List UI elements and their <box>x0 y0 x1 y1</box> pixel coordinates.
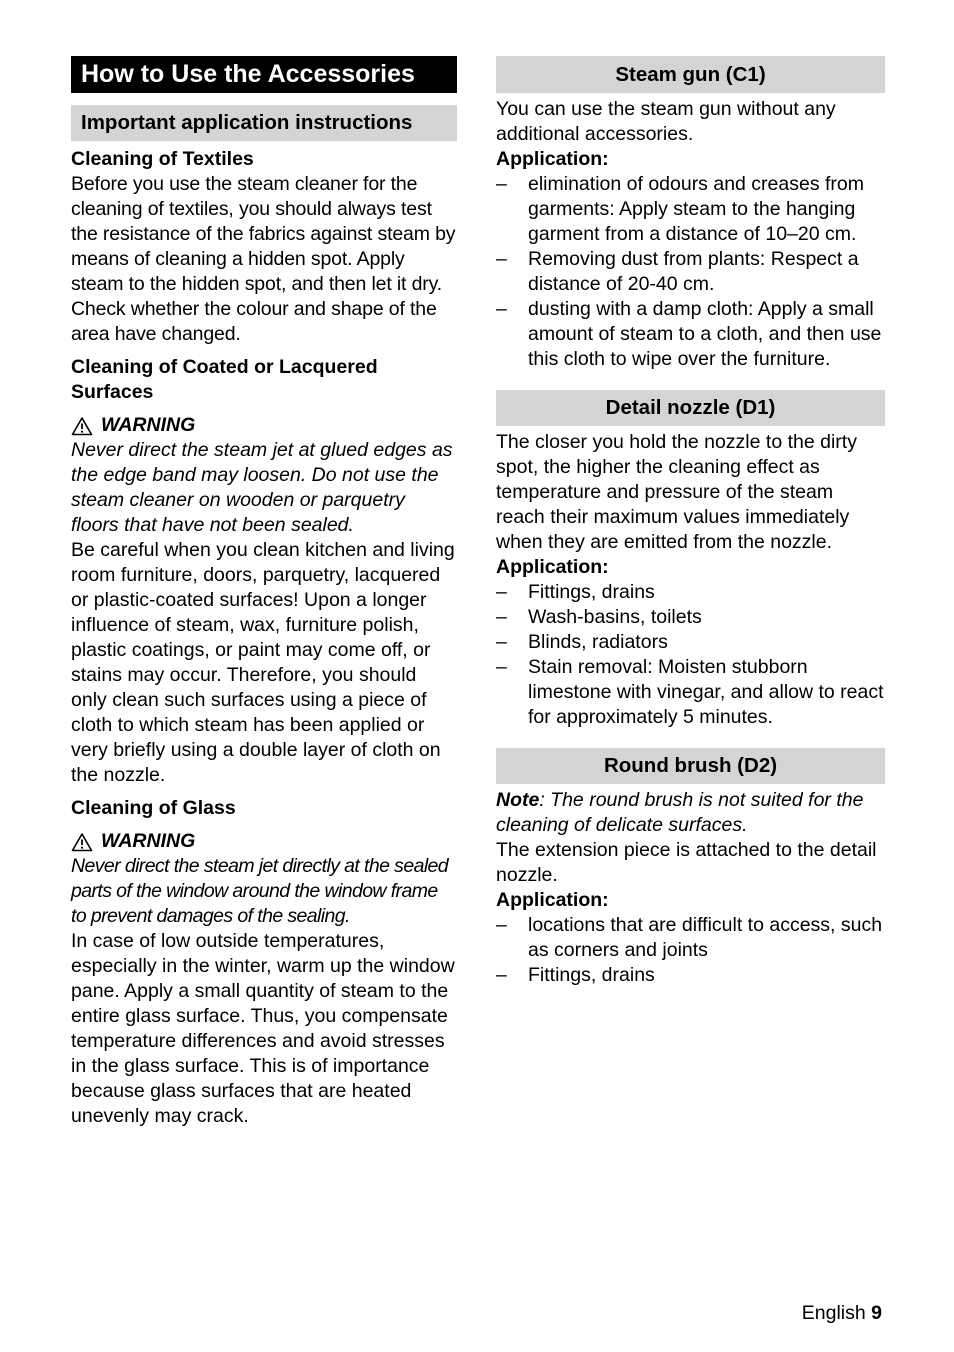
steam-gun-band: Steam gun (C1) <box>496 56 885 93</box>
warning-triangle-icon <box>71 416 93 436</box>
coated-warning-text: Never direct the steam jet at glued edges as the edge band may loosen. Do not use the steam cleaner on wooden or parquetry floors that have not been sealed. <box>71 439 453 536</box>
textiles-heading: Cleaning of Textiles <box>71 148 254 170</box>
right-column <box>496 56 885 988</box>
round-brush-band: Round brush (D2) <box>496 748 885 784</box>
list-item: – Stain removal: Moisten stubborn limestone with vinegar, and allow to react for approximately 5 minutes. <box>496 655 885 730</box>
coated-heading: Cleaning of Coated or Lacquered Surfaces <box>71 356 378 403</box>
glass-warning-text: Never direct the steam jet directly at the sealed parts of the window around the window frame to prevent damages of the sealing. <box>71 855 449 927</box>
coated-body: Be careful when you clean kitchen and living room furniture, doors, parquetry, lacquered or plastic-coated surfaces! Upon a longer influence of steam, wax, furniture polish, plastic coatings, or paint may come off, or stains may occur. Therefore, you should only clean such surfaces using a piece of cloth to which steam has been applied or very briefly using a double layer of cloth on the nozzle. <box>71 539 455 786</box>
glass-warning-title <box>71 829 457 854</box>
round-brush-list <box>496 913 885 988</box>
steam-gun-intro: You can use the steam gun without any additional accessories. <box>496 98 836 145</box>
warning-triangle-icon <box>71 832 93 852</box>
detail-nozzle-band: Detail nozzle (D1) <box>496 390 885 426</box>
steam-gun-list <box>496 172 885 372</box>
steam-gun-application-label: Application: <box>496 148 609 170</box>
detail-nozzle-application-label: Application: <box>496 556 609 578</box>
page-title: How to Use the Accessories <box>71 56 457 93</box>
list-item: – Removing dust from plants: Respect a distance of 20-40 cm. <box>496 247 885 297</box>
detail-nozzle-intro: The closer you hold the nozzle to the dirty spot, the higher the cleaning effect as temperature and pressure of the steam reach their maximum values immediately when they are emitted from the nozzle. <box>496 431 857 553</box>
list-item: – dusting with a damp cloth: Apply a small amount of steam to a cloth, and then use this cloth to wipe over the furniture. <box>496 297 885 372</box>
list-item: – Fittings, drains <box>496 580 885 605</box>
list-item: – Blinds, radiators <box>496 630 885 655</box>
round-brush-body: The extension piece is attached to the detail nozzle. <box>496 839 877 886</box>
textiles-body: Before you use the steam cleaner for the cleaning of textiles, you should always test the resistance of the fabrics against steam by means of cleaning a hidden spot. Apply steam to the hidden spot, and then let it dry. Check whether the colour and shape of the area have changed. <box>71 173 456 345</box>
footer-language: English <box>801 1302 866 1324</box>
page-footer <box>802 1301 882 1326</box>
coated-warning-label: WARNING <box>101 414 196 436</box>
page-number: 9 <box>871 1302 882 1324</box>
coated-warning-title <box>71 413 457 438</box>
round-brush-application-label: Application: <box>496 889 609 911</box>
note-text: : The round brush is not suited for the cleaning of delicate surfaces. <box>496 789 864 836</box>
list-item: – Fittings, drains <box>496 963 885 988</box>
list-item: – locations that are difficult to access, such as corners and joints <box>496 913 885 963</box>
left-column <box>71 56 457 1129</box>
glass-body: In case of low outside temperatures, especially in the winter, warm up the window pane. Apply a small quantity of steam to the entire glass surface. Thus, you compensate temperature differences and avoid stresses in the glass surface. This is of importance because glass surfaces that are heated unevenly may crack. <box>71 930 455 1127</box>
list-item: – Wash-basins, toilets <box>496 605 885 630</box>
glass-heading: Cleaning of Glass <box>71 797 236 819</box>
note-label: Note <box>496 789 540 811</box>
list-item: – elimination of odours and creases from garments: Apply steam to the hanging garment from a distance of 10–20 cm. <box>496 172 885 247</box>
glass-warning-label: WARNING <box>101 830 196 852</box>
round-brush-note <box>496 788 885 838</box>
important-instructions-band: Important application instructions <box>71 105 457 141</box>
detail-nozzle-list <box>496 580 885 730</box>
